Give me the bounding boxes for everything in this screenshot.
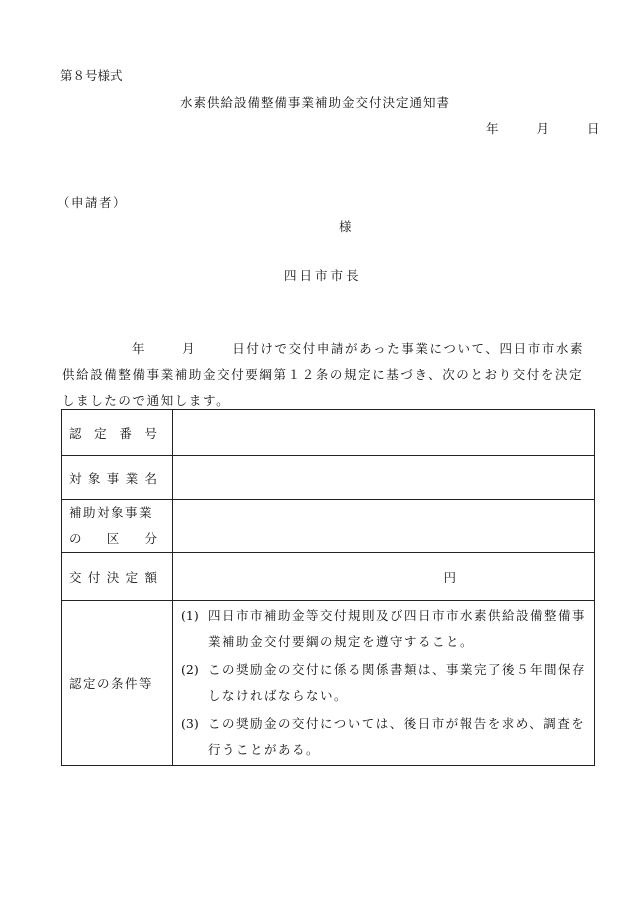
notice-body [62, 336, 592, 414]
table-row-project-name [62, 456, 595, 500]
body-month: 月 [182, 341, 197, 356]
value-approval-number [173, 410, 595, 456]
label-project-name: 対 象 事 業 名 [62, 456, 173, 500]
body-year: 年 [132, 341, 147, 356]
label-approval-number: 認 定 番 号 [62, 410, 173, 456]
label-conditions: 認定の条件等 [62, 601, 173, 766]
date-day: 日 [587, 121, 600, 136]
label-category-line2: の 区 分 [69, 531, 157, 546]
issuer-name: 四日市市長 [284, 268, 362, 283]
amount-unit: 円 [173, 553, 595, 601]
condition-item: (1) 四日市市補助金等交付規則及び四日市市水素供給設備整備事業補助金交付要綱の規定を遵守すること。 [181, 608, 587, 649]
table-row-approval-number [62, 410, 595, 456]
conditions-list [173, 601, 595, 766]
condition-item: (3) この奨励金の交付については、後日市が報告を求め、調査を行うことがある。 [181, 716, 586, 757]
document-title: 水素供給設備整備事業補助金交付決定通知書 [179, 95, 450, 110]
value-project-name [173, 456, 595, 500]
decision-table [61, 409, 595, 766]
applicant-label: （申請者） [57, 195, 128, 210]
label-amount: 交 付 決 定 額 [62, 553, 173, 601]
date-line [486, 119, 600, 137]
value-category [173, 500, 595, 553]
condition-item: (2) この奨励金の交付に係る関係書類は、事業完了後５年間保存しなければならない。 [181, 662, 587, 703]
date-month: 月 [536, 121, 550, 136]
date-year: 年 [486, 121, 499, 136]
table-row-conditions [62, 601, 595, 766]
label-category [62, 500, 173, 553]
table-row-amount [62, 553, 595, 601]
body-text: 日付けで交付申請があった事業について、四日市市水素供給設備整備事業補助金交付要綱第１２条の規定に基づき、次のとおり交付を決定しましたので通知します。 [62, 341, 585, 408]
table-row-category [62, 500, 595, 553]
label-category-line1: 補助対象事業 [69, 505, 154, 520]
honorific: 様 [339, 219, 352, 234]
form-number: 第８号様式 [60, 68, 123, 83]
